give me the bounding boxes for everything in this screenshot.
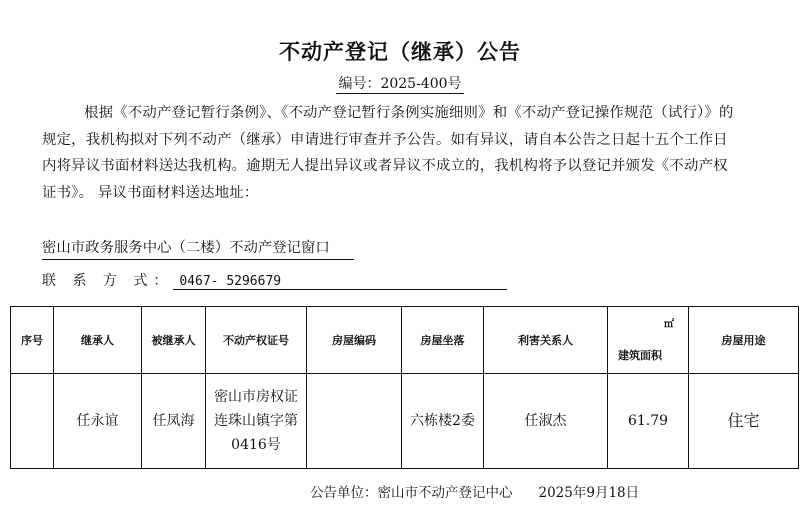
contact-line — [42, 270, 507, 290]
notice-footer — [310, 481, 639, 501]
area-unit: ㎡ — [664, 319, 674, 330]
header-cert-no: 不动产权证号 — [206, 307, 307, 374]
doc-number-line — [0, 73, 800, 93]
cell-heir: 任永谊 — [54, 374, 142, 469]
header-seq: 序号 — [11, 307, 54, 374]
cell-decedent: 任凤海 — [142, 374, 206, 469]
inheritance-table — [10, 306, 799, 469]
notice-date: 2025年9月18日 — [538, 485, 640, 501]
table-row — [11, 374, 799, 469]
cell-interested-party: 任淑杰 — [484, 374, 608, 469]
cell-location: 六栋楼2委 — [402, 374, 484, 469]
header-location: 房屋坐落 — [402, 307, 484, 374]
contact-label: 联 系 方 式： — [42, 273, 174, 289]
header-area — [608, 307, 689, 374]
cell-house-code — [307, 374, 402, 469]
header-decedent: 被继承人 — [142, 307, 206, 374]
cell-seq — [11, 374, 54, 469]
cell-use: 住宅 — [689, 374, 799, 469]
header-interested-party: 利害关系人 — [484, 307, 608, 374]
cell-cert-no: 密山市房权证连珠山镇字第0416号 — [206, 374, 307, 469]
issuing-unit: 公告单位：密山市不动产登记中心 — [310, 485, 513, 501]
contact-phone: 0467- 5296679 — [173, 274, 507, 290]
header-heir: 继承人 — [54, 307, 142, 374]
area-label: 建筑面积 — [618, 349, 662, 362]
doc-number: 编号：2025-400号 — [338, 76, 462, 92]
notice-body: 根据《不动产登记暂行条例》、《不动产登记暂行条例实施细则》和《不动产登记操作规范（试行）》的规定，我机构拟对下列不动产（继承）申请进行审查并予公告。如有异议，请自本公告之日起十五个工作日内将异议书面材料送达我机构。逾期无人提出异议或者异议不成立的，我机构将予以登记并颁发《不动产权证书》。 异议书面材料送达地址： — [42, 105, 734, 201]
header-use: 房屋用途 — [689, 307, 799, 374]
delivery-address: 密山市政务服务中心（二楼）不动产登记窗口 — [42, 236, 354, 260]
header-house-code: 房屋编码 — [307, 307, 402, 374]
cell-area: 61.79 — [608, 374, 689, 469]
notice-title: 不动产登记（继承）公告 — [279, 40, 521, 64]
table-header-row — [11, 307, 799, 374]
